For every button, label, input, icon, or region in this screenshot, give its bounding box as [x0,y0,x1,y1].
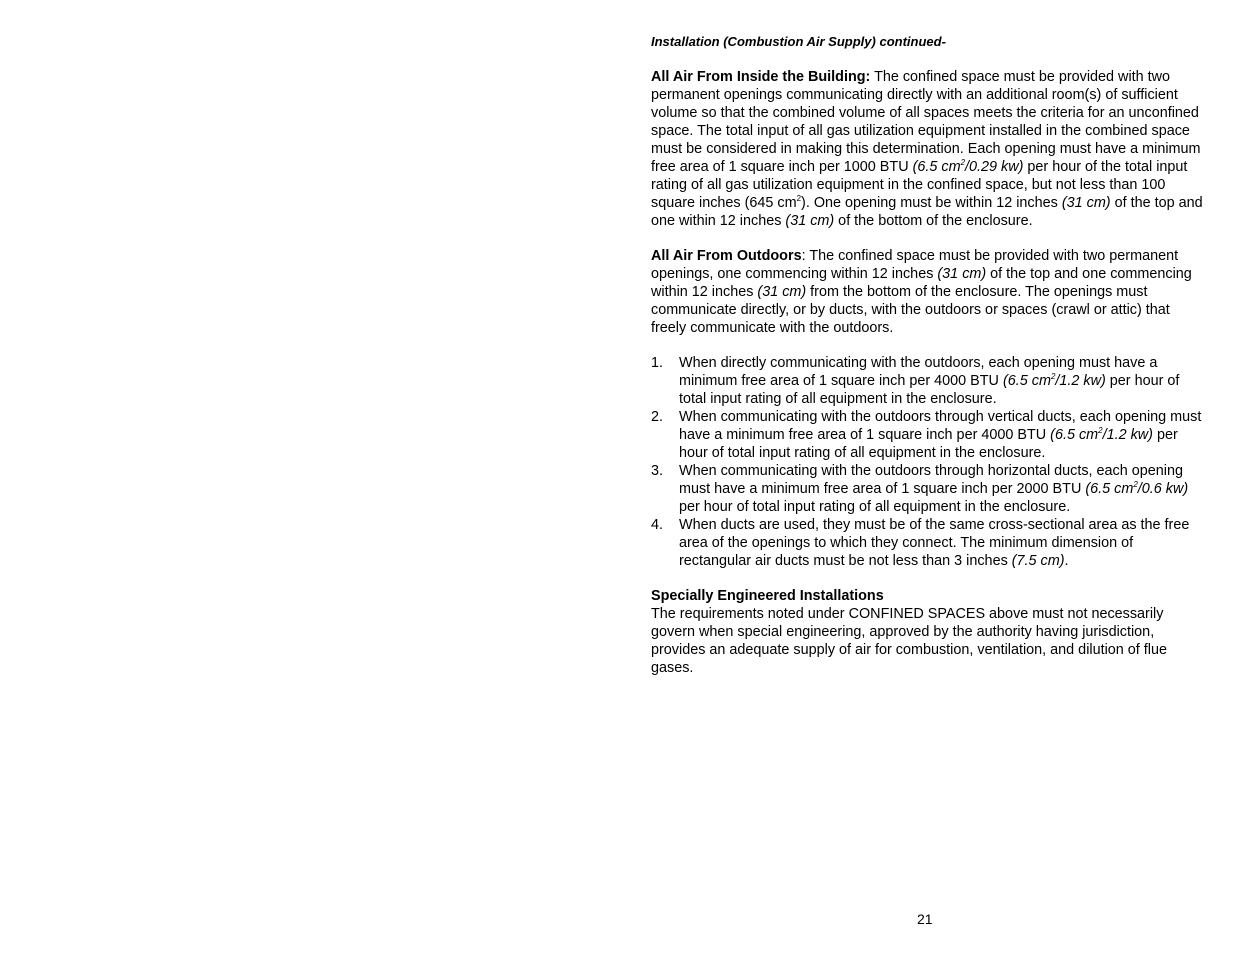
inside-metric-3: (31 cm) [785,213,835,229]
list-item-metric [1085,481,1188,497]
inside-metric-1 [913,159,1024,175]
list-item [651,408,1203,462]
outdoor-text-2: of the top and one commencing within 12 inches [651,266,1192,300]
list-item [651,516,1203,570]
page-number: 21 [917,911,933,927]
list-item-text: When communicating with the outdoors through vertical ducts, each opening must have a minimum free area of 1 square inch per 4000 BTU [679,409,1202,443]
list-item-metric-a: (6.5 cm [1085,481,1134,497]
list-item-text: When communicating with the outdoors through horizontal ducts, each opening must have a minimum free area of 1 square inch per 2000 BTU [679,463,1183,497]
list-item-metric-b: /1.2 kw) [1102,427,1153,443]
list-item-number: 1. [651,355,664,371]
inside-metric-1-a: (6.5 cm [912,159,961,175]
outdoor-air-title: All Air From Outdoors [651,248,802,264]
list-item-text-end: . [1064,553,1069,569]
outdoor-metric-2: (31 cm) [757,284,807,300]
special-installations-body: The requirements noted under CONFINED SPACES above must not necessarily govern when special engineering, approved by the authority having jurisdiction, provides an adequate supply of air for combustion, ventilation, and dilution of flue gases. [651,606,1167,676]
list-item-number: 4. [651,517,664,533]
inside-text-3: ). One opening must be within 12 inches [801,195,1062,211]
list-item-metric [1003,373,1106,389]
outdoor-metric-1: (31 cm) [937,266,987,282]
special-installations-title: Specially Engineered Installations [651,588,884,604]
outdoor-text-3: from the bottom of the enclosure. The openings must communicate directly, or by ducts, with the outdoors or spaces (crawl or attic) that freely communicate with the outdoors. [651,284,1170,336]
list-item-metric-a: (6.5 cm [1002,373,1051,389]
list-item-metric: (7.5 cm) [1011,553,1065,569]
inside-text-2: per hour of the total input rating of all gas utilization equipment in the confined space, but not less than 100 square inches (645 cm [651,159,1188,211]
list-item-text-end: per hour of total input rating of all equipment in the enclosure. [679,373,1180,407]
inside-text-4: of the top and one within 12 inches [651,195,1203,229]
list-item-metric-sup: 2 [1050,372,1056,381]
list-item [651,354,1203,408]
list-item-metric-sup: 2 [1133,480,1138,489]
list-item [651,462,1203,516]
list-item-text: When directly communicating with the outdoors, each opening must have a minimum free area of 1 square inch per 4000 BTU [679,355,1158,389]
list-item-metric-sup: 2 [1098,426,1103,435]
inside-metric-1-b: /0.29 kw) [965,159,1024,175]
list-item-number: 3. [651,463,664,479]
page-content [651,33,1203,677]
list-item-metric [1050,427,1153,443]
inside-text-2-sup: 2 [796,194,802,203]
inside-air-title: All Air From Inside the Building: [651,69,871,85]
list-item-number: 2. [651,409,664,425]
inside-text-1: The confined space must be provided with two permanent openings communicating directly with an additional room(s) of sufficient volume so that the combined volume of all spaces meets the criteria for an unconfined space. The total input of all gas utilization equipment installed in the combined space must be considered in making this determination. Each opening must have a minimum free area of 1 square inch per 1000 BTU [651,69,1201,175]
section-continued-heading: Installation (Combustion Air Supply) continued- [651,34,946,49]
special-installations-section [651,587,1203,677]
list-item-metric-b: /0.6 kw) [1137,481,1189,497]
inside-text-5: of the bottom of the enclosure. [834,213,1033,229]
outdoor-air-paragraph [651,247,1203,337]
inside-metric-1-sup: 2 [960,158,966,167]
list-item-metric-a: (6.5 cm [1050,427,1099,443]
list-item-metric-b: /1.2 kw) [1055,373,1106,389]
requirements-list [651,354,1203,570]
list-item-text: When ducts are used, they must be of the same cross-sectional area as the free area of the openings to which they connect. The minimum dimension of rectangular air ducts must be not less than 3 inches [679,517,1190,569]
inside-metric-2: (31 cm) [1061,195,1111,211]
list-item-text-end: per hour of total input rating of all equipment in the enclosure. [679,499,1071,515]
list-item-text-end: per hour of total input rating of all equipment in the enclosure. [679,427,1178,461]
inside-air-paragraph [651,68,1203,230]
outdoor-text-1: : The confined space must be provided with two permanent openings, one commencing within 12 inches [651,248,1179,282]
